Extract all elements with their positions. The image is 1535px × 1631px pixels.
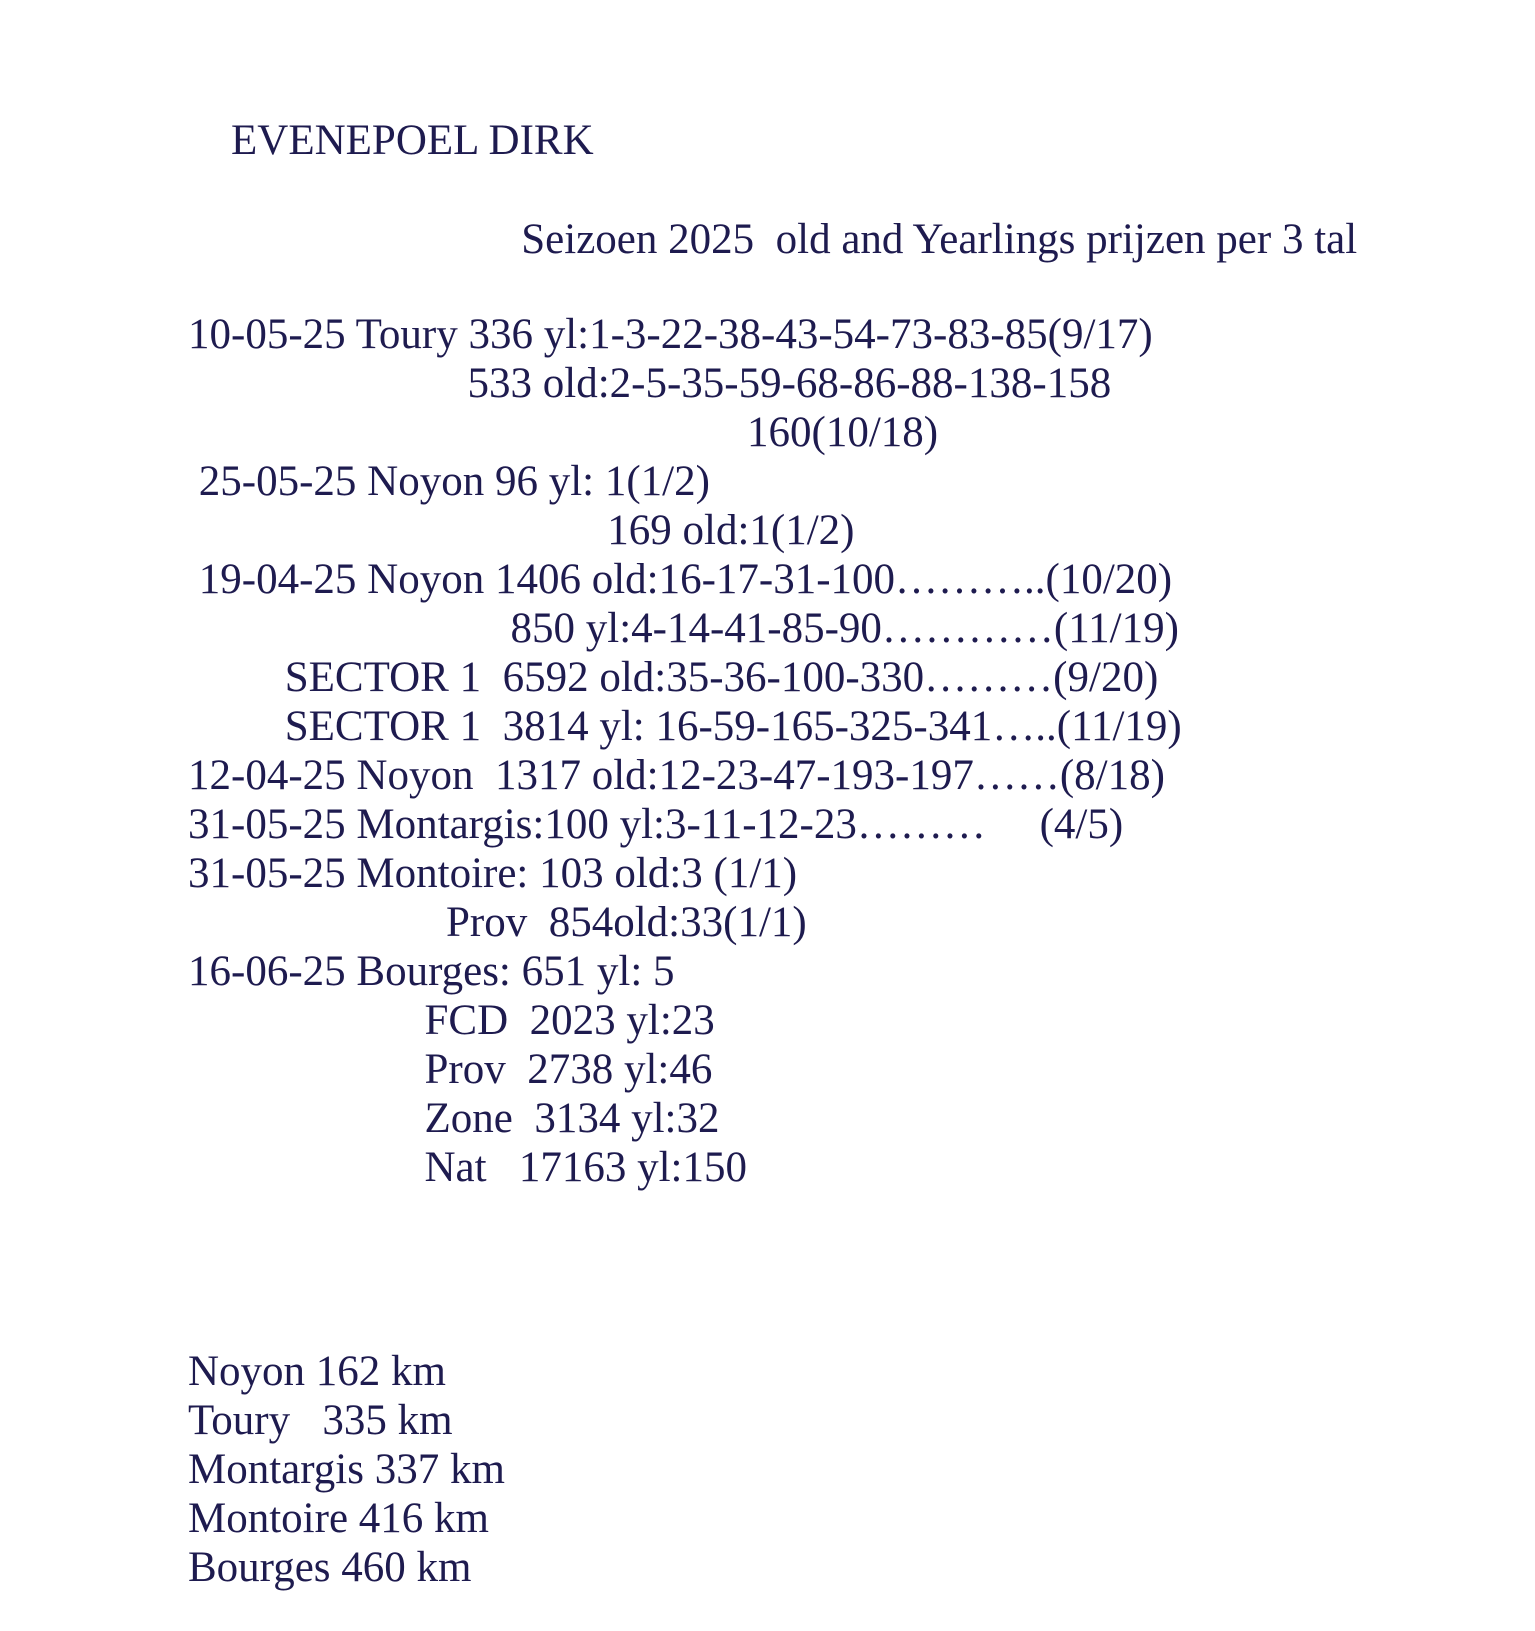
- result-line: 16-06-25 Bourges: 651 yl: 5: [188, 948, 675, 995]
- distance-line: Toury 335 km: [188, 1397, 453, 1444]
- result-line: 19-04-25 Noyon 1406 old:16-17-31-100………..(10/20): [188, 556, 1173, 603]
- distance-line: Montargis 337 km: [188, 1446, 505, 1493]
- result-line: 25-05-25 Noyon 96 yl: 1(1/2): [188, 458, 710, 505]
- distances-block: [188, 1347, 1515, 1592]
- result-line: 10-05-25 Toury 336 yl:1-3-22-38-43-54-73-83-85(9/17): [188, 311, 1153, 358]
- result-line: Prov 854old:33(1/1): [188, 899, 807, 946]
- season-title: Seizoen 2025 old and Yearlings prijzen per 3 tal: [188, 216, 1358, 263]
- result-line: Prov 2738 yl:46: [188, 1046, 713, 1093]
- result-line: 850 yl:4-14-41-85-90…………(11/19): [188, 605, 1179, 652]
- result-line: 12-04-25 Noyon 1317 old:12-23-47-193-197……(8/18): [188, 752, 1165, 799]
- distance-line: Bourges 460 km: [188, 1544, 472, 1591]
- race-results-block: [188, 310, 1515, 1192]
- result-line: Zone 3134 yl:32: [188, 1095, 720, 1142]
- result-line: FCD 2023 yl:23: [188, 997, 715, 1044]
- result-line: SECTOR 1 6592 old:35-36-100-330………(9/20): [188, 654, 1159, 701]
- result-line: 31-05-25 Montoire: 103 old:3 (1/1): [188, 850, 798, 897]
- owner-name: EVENEPOEL DIRK: [188, 117, 594, 164]
- result-line: 169 old:1(1/2): [188, 507, 855, 554]
- result-line: 31-05-25 Montargis:100 yl:3-11-12-23……… (4/5): [188, 801, 1124, 848]
- result-line: SECTOR 1 3814 yl: 16-59-165-325-341…..(11/19): [188, 703, 1182, 750]
- distance-line: Montoire 416 km: [188, 1495, 489, 1542]
- result-line: 160(10/18): [188, 409, 939, 456]
- distance-line: Noyon 162 km: [188, 1348, 446, 1395]
- result-line: 533 old:2-5-35-59-68-86-88-138-158: [188, 360, 1112, 407]
- result-line: Nat 17163 yl:150: [188, 1144, 747, 1191]
